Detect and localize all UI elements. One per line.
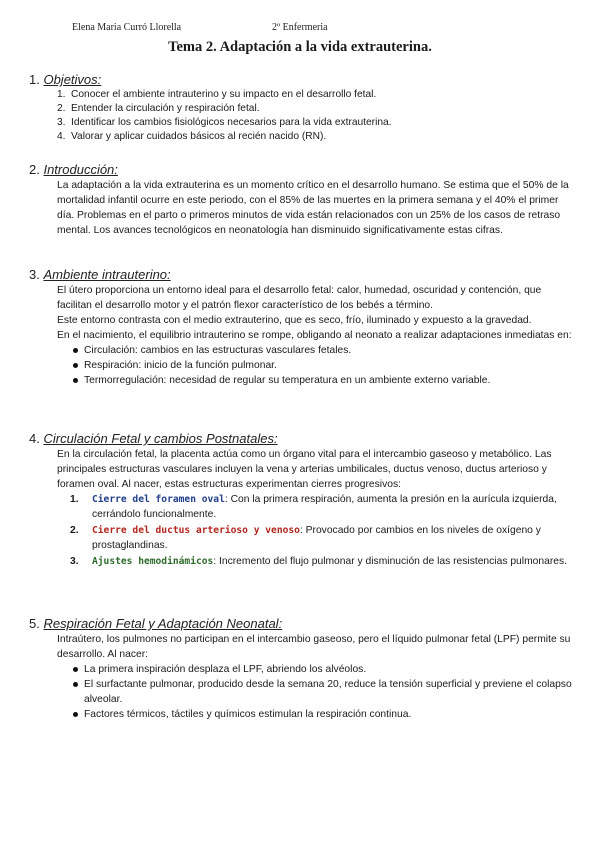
section-number: 5.: [29, 616, 40, 631]
section-title: Introducción:: [43, 162, 118, 177]
numbered-list: [29, 492, 574, 569]
section-heading: [29, 162, 574, 178]
paragraph: En el nacimiento, el equilibrio intrauterino se rompe, obligando al neonato a realizar adaptaciones inmediatas en:: [57, 330, 572, 341]
section-number: 4.: [29, 431, 40, 446]
section-introduccion: [29, 162, 574, 238]
section-respiracion: [29, 616, 574, 722]
section-heading: [29, 72, 574, 88]
section-heading: [29, 431, 574, 447]
section-number: 2.: [29, 162, 40, 177]
list-item: Respiración: inicio de la función pulmonar.: [29, 358, 574, 373]
section-objetivos: [29, 72, 574, 144]
list-item: La primera inspiración desplaza el LPF, abriendo los alvéolos.: [29, 662, 574, 677]
section-ambiente: [29, 267, 574, 388]
list-item: 1. Conocer el ambiente intrauterino y su impacto en el desarrollo fetal.: [57, 89, 377, 100]
author-name: Elena Maria Curró Llorella: [72, 22, 182, 33]
key-term: Ajustes hemodinámicos: [92, 556, 214, 567]
list-item: 1. Cierre del foramen oval: Con la primera respiración, aumenta la presión en la aurícula izquierda, cerrándolo funcionalmente.: [70, 494, 557, 520]
list-item: 4. Valorar y aplicar cuidados básicos al recién nacido (RN).: [57, 131, 327, 142]
paragraph: Intraútero, los pulmones no participan en el intercambio gaseoso, pero el líquido pulmonar fetal (LPF) permite su desarrollo. Al nacer:: [57, 634, 571, 660]
section-title: Respiración Fetal y Adaptación Neonatal:: [43, 616, 283, 631]
section-heading: [29, 616, 574, 632]
list-item: 2. Entender la circulación y respiración fetal.: [57, 103, 260, 114]
bullet-list: [29, 343, 574, 388]
page-title: Tema 2. Adaptación a la vida extrauterina.: [168, 39, 432, 55]
list-item: Factores térmicos, táctiles y químicos estimulan la respiración continua.: [29, 707, 574, 722]
key-term: Cierre del ductus arterioso y venoso: [92, 525, 300, 536]
paragraph: La adaptación a la vida extrauterina es un momento crítico en el desarrollo humano. Se estima que el 50% de la mortalidad infantil ocurre en este periodo, con el 85% de las muertes en la primera semana y el 40% el primer día. Problemas en el parto o primeros minutos de vida están relacionados con un 25% de los casos de retraso mental. Los avances tecnológicos en neonatología han disminuido significativamente estas cifras.: [57, 180, 569, 236]
list-item: 3. Identificar los cambios fisiológicos necesarios para la vida extrauterina.: [57, 117, 392, 128]
list-item: 2. Cierre del ductus arterioso y venoso: Provocado por cambios en los niveles de oxígeno y prostaglandinas.: [70, 525, 541, 551]
bullet-list: [29, 662, 574, 722]
paragraph: En la circulación fetal, la placenta actúa como un órgano vital para el intercambio gaseoso y metabólico. Las principales estructuras vasculares incluyen la vena y arterias umbilicales, ductus venoso, ductus arterioso y foramen oval. Al nacer, estas estructuras experimentan cierres progresivos:: [57, 449, 552, 490]
list-item: Termorregulación: necesidad de regular su temperatura en un ambiente externo variable.: [29, 373, 574, 388]
paragraph: Este entorno contrasta con el medio extrauterino, que es seco, frío, iluminado y expuesto a la gravedad.: [57, 315, 532, 326]
course-label: 2º Enfermeria: [272, 22, 328, 33]
section-circulacion: [29, 431, 574, 570]
list-item: El surfactante pulmonar, producido desde la semana 20, reduce la tensión superficial y previene el colapso alveolar.: [29, 677, 574, 707]
objectives-list: [29, 88, 574, 144]
section-number: 1.: [29, 72, 40, 87]
section-heading: [29, 267, 574, 283]
section-title: Circulación Fetal y cambios Postnatales:: [43, 431, 278, 446]
paragraph: El útero proporciona un entorno ideal para el desarrollo fetal: calor, humedad, oscuridad y contención, que facilitan el desarrollo motor y el patrón flexor característico de los bebés a término.: [57, 285, 542, 311]
list-item: 3. Ajustes hemodinámicos: Incremento del flujo pulmonar y disminución de las resistencias pulmonares.: [70, 556, 567, 567]
key-term: Cierre del foramen oval: [92, 494, 225, 505]
list-item: Circulación: cambios en las estructuras vasculares fetales.: [29, 343, 574, 358]
section-title: Ambiente intrauterino:: [43, 267, 171, 282]
section-number: 3.: [29, 267, 40, 282]
section-title: Objetivos:: [43, 72, 102, 87]
